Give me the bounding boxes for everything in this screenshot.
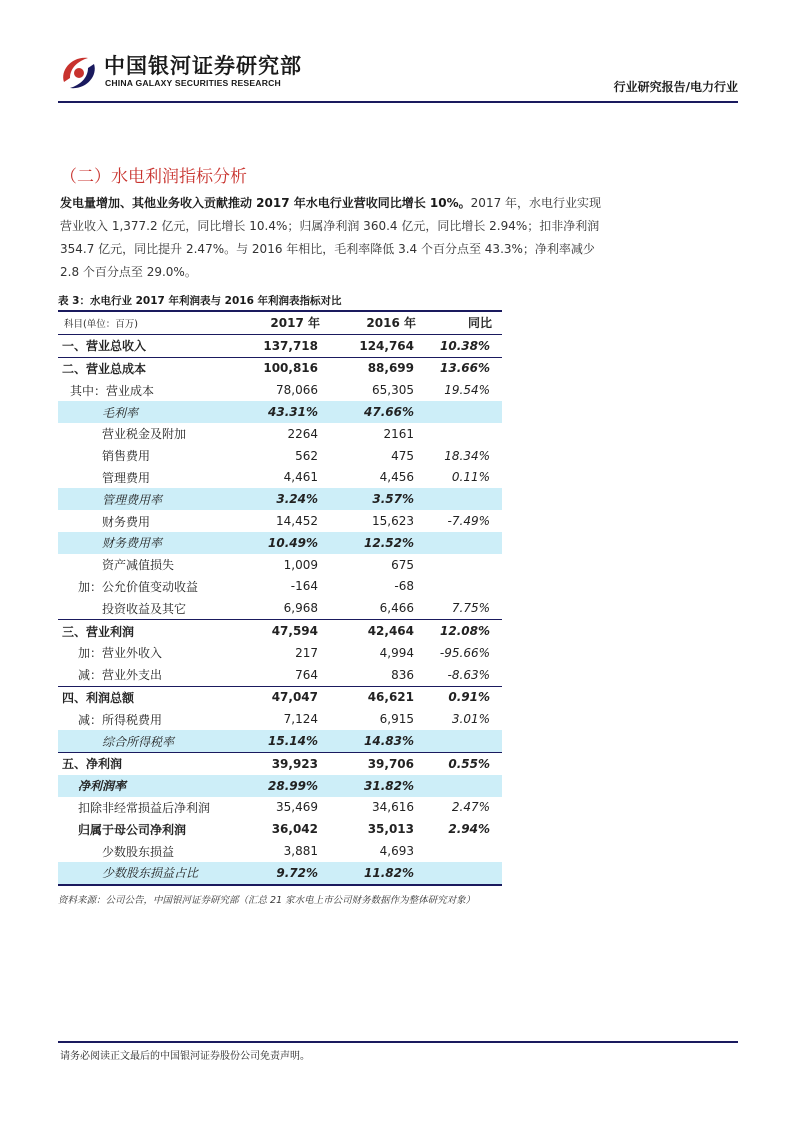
value-2016: 65,305 (372, 383, 414, 398)
table-row (58, 664, 502, 686)
table-source-note: 资料来源：公司公告，中国银河证券研究部（汇总 21 家水电上市公司财务数据作为整体研究对象） (58, 895, 476, 906)
header-divider (58, 101, 738, 103)
row-label: 其中：营业成本 (70, 383, 155, 398)
value-2017: 4,461 (283, 470, 318, 485)
table-row (58, 752, 502, 774)
value-yoy (426, 840, 502, 862)
value-2017: 78,066 (276, 383, 318, 398)
row-label: 净利润率 (58, 775, 234, 797)
row-label: 投资收益及其它 (102, 601, 187, 616)
value-2016: 42,464 (330, 620, 426, 642)
table-row (58, 488, 502, 510)
footer-divider (58, 1041, 738, 1043)
profit-table-container (58, 310, 502, 886)
value-2016: 31.82% (330, 775, 426, 797)
value-yoy: 3.01% (451, 712, 490, 727)
value-yoy (426, 532, 502, 554)
value-2016: 124,764 (330, 334, 426, 357)
value-yoy: 18.34% (444, 448, 490, 463)
value-2016: 3.57% (330, 488, 426, 510)
table-row (58, 597, 502, 619)
value-2016: 4,693 (379, 844, 414, 859)
value-yoy (426, 554, 502, 576)
value-2017: 100,816 (234, 357, 330, 379)
value-yoy: 12.08% (426, 620, 502, 642)
row-label: 毛利率 (58, 401, 234, 423)
header-2017: 2017 年 (234, 311, 330, 334)
row-label: 销售费用 (102, 449, 151, 464)
row-label: 财务费用率 (58, 532, 234, 554)
row-label: 五、净利润 (58, 752, 234, 774)
value-2016: 4,456 (379, 470, 414, 485)
row-label: 扣除非经常损益后净利润 (78, 800, 211, 815)
value-2017: 562 (295, 448, 318, 463)
value-yoy: 0.55% (426, 752, 502, 774)
section-title: （二）水电利润指标分析 (60, 167, 247, 187)
value-2017: 9.72% (234, 862, 330, 885)
value-2017: 47,594 (234, 620, 330, 642)
row-label: 三、营业利润 (58, 620, 234, 642)
row-label: 一、营业总收入 (58, 334, 234, 357)
value-yoy: 2.94% (448, 822, 490, 837)
value-2016: 2161 (383, 426, 414, 441)
table-row (58, 708, 502, 730)
header-yoy: 同比 (426, 311, 502, 334)
value-yoy: 0.91% (426, 686, 502, 708)
table-header-row (58, 311, 502, 334)
logo-chinese-name: 中国银河证券研究部 (104, 54, 302, 78)
value-2016: 88,699 (330, 357, 426, 379)
value-yoy: 10.38% (426, 334, 502, 357)
row-label: 资产减值损失 (102, 558, 175, 573)
value-2016: 475 (391, 448, 414, 463)
row-label: 四、利润总额 (58, 686, 234, 708)
lead-sentence: 发电量增加、其他业务收入贡献推动 2017 年水电行业营收同比增长 10%。 (60, 196, 471, 210)
value-yoy (426, 862, 502, 885)
value-2017: 14,452 (276, 514, 318, 529)
row-label: 减：所得税费用 (78, 712, 163, 727)
value-yoy: -7.49% (447, 514, 490, 529)
header-2016: 2016 年 (330, 311, 426, 334)
value-2017: 7,124 (283, 712, 318, 727)
row-label: 加：公允价值变动收益 (78, 579, 199, 594)
value-2016: 4,994 (379, 645, 414, 660)
value-yoy (426, 401, 502, 423)
value-yoy (426, 576, 502, 598)
value-2017: 2264 (287, 426, 318, 441)
profit-comparison-table (58, 310, 502, 886)
value-2016: 675 (391, 557, 414, 572)
row-label: 管理费用 (102, 470, 151, 485)
body-text: 2017 年，水电行业实现营业收入 1,377.2 亿元，同比增长 10.4%；归属净利润 360.4 亿元，同比增长 2.94%；扣非净利润 354.7 亿元，同比提升 2.47%。与 2016 年相比，毛利率降低 3.4 个百分点至 43.3%；净利率减少 2.8 个百分点至 29.0%。 (60, 196, 602, 279)
value-2016: 6,915 (379, 712, 414, 727)
table-row (58, 379, 502, 401)
row-label: 财务费用 (102, 514, 151, 529)
report-type-label: 行业研究报告/电力行业 (613, 80, 738, 94)
value-yoy: 2.47% (451, 800, 490, 815)
page-header (58, 48, 738, 100)
value-yoy: -95.66% (439, 645, 490, 660)
table-row (58, 401, 502, 423)
value-2016: 35,013 (367, 822, 414, 837)
value-yoy: 7.75% (451, 601, 490, 616)
value-2016: 46,621 (330, 686, 426, 708)
table-row (58, 775, 502, 797)
table-row (58, 334, 502, 357)
value-2017: 28.99% (234, 775, 330, 797)
value-2017: 3.24% (234, 488, 330, 510)
table-row (58, 445, 502, 467)
value-2016: 836 (391, 667, 414, 682)
value-yoy: 13.66% (426, 357, 502, 379)
row-label: 二、营业总成本 (58, 357, 234, 379)
row-label: 营业税金及附加 (102, 427, 187, 442)
value-2017: 3,881 (283, 844, 318, 859)
value-2016: 6,466 (379, 601, 414, 616)
value-2017: 1,009 (283, 557, 318, 572)
value-2017: 36,042 (271, 822, 318, 837)
galaxy-logo-icon (58, 52, 100, 94)
table-row (58, 797, 502, 819)
value-yoy (426, 775, 502, 797)
table-row (58, 576, 502, 598)
value-2017: 43.31% (234, 401, 330, 423)
value-2017: 35,469 (276, 800, 318, 815)
value-2017: 47,047 (234, 686, 330, 708)
table-row (58, 357, 502, 379)
row-label: 少数股东损益占比 (58, 862, 234, 885)
value-2016: 39,706 (330, 752, 426, 774)
value-yoy: 19.54% (444, 383, 490, 398)
body-paragraph (60, 192, 604, 284)
value-2016: -68 (394, 579, 414, 594)
value-yoy (426, 730, 502, 752)
value-2016: 15,623 (372, 514, 414, 529)
value-yoy (426, 423, 502, 445)
row-label: 管理费用率 (58, 488, 234, 510)
value-2017: 764 (295, 667, 318, 682)
table-row (58, 730, 502, 752)
value-yoy: -8.63% (447, 667, 490, 682)
row-label: 少数股东损益 (102, 844, 175, 859)
table-row (58, 818, 502, 840)
value-2016: 11.82% (330, 862, 426, 885)
value-2016: 47.66% (330, 401, 426, 423)
row-label: 归属于母公司净利润 (78, 822, 187, 837)
table-row (58, 532, 502, 554)
row-label: 减：营业外支出 (78, 668, 163, 683)
logo-english-name: CHINA GALAXY SECURITIES RESEARCH (105, 78, 281, 88)
table-row (58, 423, 502, 445)
value-2016: 34,616 (372, 800, 414, 815)
value-2017: 137,718 (234, 334, 330, 357)
table-caption: 表 3：水电行业 2017 年利润表与 2016 年利润表指标对比 (58, 295, 342, 307)
value-2016: 12.52% (330, 532, 426, 554)
value-2017: 15.14% (234, 730, 330, 752)
value-2017: -164 (290, 579, 318, 594)
table-row (58, 554, 502, 576)
table-row (58, 642, 502, 664)
row-label: 综合所得税率 (58, 730, 234, 752)
value-2017: 6,968 (283, 601, 318, 616)
table-row (58, 467, 502, 489)
value-2017: 10.49% (234, 532, 330, 554)
value-2017: 39,923 (234, 752, 330, 774)
value-yoy (426, 488, 502, 510)
footer-disclaimer: 请务必阅读正文最后的中国银河证券股份公司免责声明。 (60, 1051, 310, 1062)
table-row (58, 840, 502, 862)
header-item: 科目(单位：百万) (58, 311, 234, 334)
table-row (58, 510, 502, 532)
value-2017: 217 (295, 645, 318, 660)
value-2016: 14.83% (330, 730, 426, 752)
value-yoy: 0.11% (451, 470, 490, 485)
table-row (58, 620, 502, 642)
row-label: 加：营业外收入 (78, 646, 163, 661)
table-row (58, 862, 502, 885)
table-row (58, 686, 502, 708)
